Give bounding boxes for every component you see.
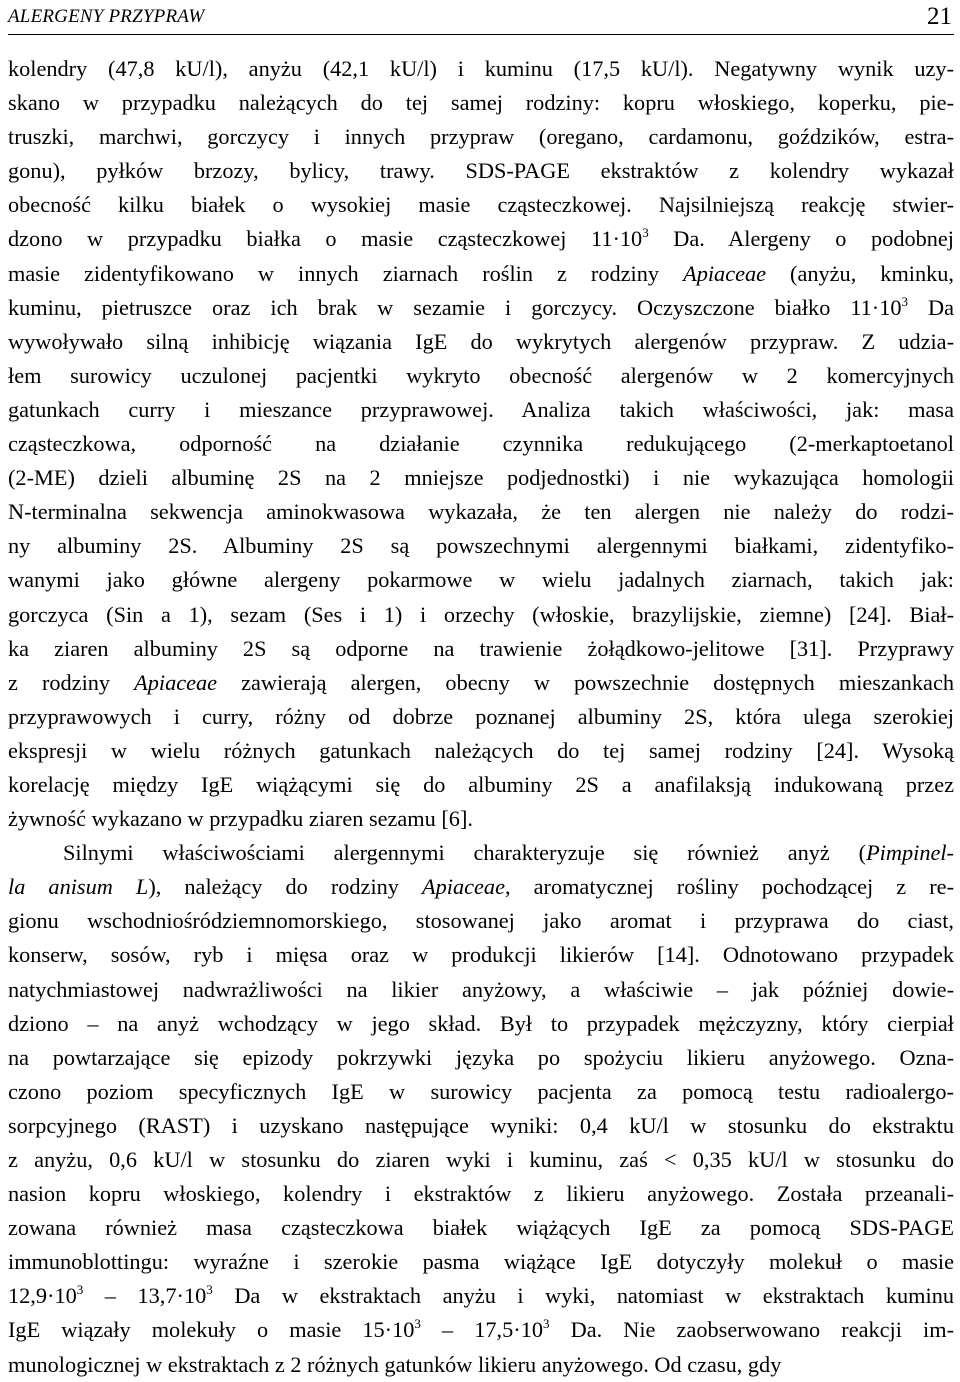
text-line: truszki, marchwi, gorczycy i innych przypraw (oregano, cardamonu, goździków, estra- — [8, 124, 954, 150]
text-line: obecność kilku białek o wysokiej masie cząsteczkowej. Najsilniejszą reakcję stwier- — [8, 192, 954, 218]
text-line: immunoblottingu: wyraźne i szerokie pasma wiążące IgE dotyczyły molekuł o masie — [8, 1249, 954, 1275]
text-line: la anisum L), należący do rodziny Apiaceae, aromatycznej rośliny pochodzącej z re- — [8, 874, 955, 900]
paragraph — [8, 836, 954, 1382]
text-line: gatunkach curry i mieszance przyprawowej. Analiza takich właściwości, jak: masa — [8, 396, 954, 422]
text-line: dziono – na anyż wchodzący w jego skład. Był to przypadek mężczyzny, który cierpiał — [8, 1010, 954, 1036]
text-line: przyprawowych i curry, różny od dobrze poznanej albuminy 2S, która ulega szerokiej — [8, 703, 954, 729]
page-header — [8, 4, 954, 35]
text-line: wanymi jako główne alergeny pokarmowe w wielu jadalnych ziarnach, takich jak: — [8, 567, 954, 593]
text-line: ny albuminy 2S. Albuminy 2S są powszechnymi alergennymi białkami, zidentyfiko- — [8, 533, 954, 559]
text-line: z rodziny Apiaceae zawierają alergen, obecny w powszechnie dostępnych mieszankach — [8, 669, 954, 695]
page-number: 21 — [927, 3, 952, 30]
paragraph — [8, 52, 954, 836]
text-line: zowana również masa cząsteczkowa białek wiążących IgE za pomocą SDS-PAGE — [8, 1215, 954, 1241]
text-line: ekspresji w wielu różnych gatunkach należących do tej samej rodziny [24]. Wysoką — [8, 737, 954, 763]
text-line: Silnymi właściwościami alergennymi charakteryzuje się również anyż (Pimpinel- — [63, 840, 954, 866]
text-line: cząsteczkowa, odporność na działanie czynnika redukującego (2-merkaptoetanol — [8, 431, 954, 457]
text-line: (2-ME) dzieli albuminę 2S na 2 mniejsze podjednostki) i nie wykazująca homologii — [8, 465, 954, 491]
text-line: gonu), pyłków brzozy, bylicy, trawy. SDS-PAGE ekstraktów z kolendry wykazał — [8, 158, 954, 184]
text-line: konserw, sosów, ryb i mięsa oraz w produkcji likierów [14]. Odnotowano przypadek — [8, 942, 954, 968]
text-line: na powtarzające się epizody pokrzywki języka po spożyciu likieru anyżowego. Ozna- — [8, 1044, 954, 1070]
text-line: z anyżu, 0,6 kU/l w stosunku do ziaren wyki i kuminu, zaś < 0,35 kU/l w stosunku do — [8, 1147, 954, 1172]
text-line: czono poziom specyficznych IgE w surowicy pacjenta za pomocą testu radioalergo- — [8, 1078, 954, 1104]
text-line: skano w przypadku należących do tej samej rodziny: kopru włoskiego, koperku, pie- — [8, 90, 954, 116]
running-title: ALERGENY PRZYPRAW — [8, 6, 205, 27]
text-line: korelację między IgE wiążącymi się do albuminy 2S a anafilaksją indukowaną przez — [8, 771, 954, 797]
text-line: gorczyca (Sin a 1), sezam (Ses i 1) i orzechy (włoskie, brazylijskie, ziemne) [24]. Biał- — [8, 601, 954, 627]
text-line: IgE wiązały molekuły o masie $15\cdot 10^3 - 17,5\cdot 10^3$ Da. Nie zaobserwowano reakcji im- — [8, 1316, 954, 1343]
text-line: N-terminalna sekwencja aminokwasowa wykazała, że ten alergen nie należy do rodzi- — [8, 499, 954, 525]
text-line: natychmiastowej nadwrażliwości na likier anyżowy, a właściwie – jak później dowie- — [8, 976, 954, 1002]
text-line: gionu wschodniośródziemnomorskiego, stosowanej jako aromat i przyprawa do ciast, — [8, 908, 954, 934]
text-line: nasion kopru włoskiego, kolendry i ekstraktów z likieru anyżowego. Została przeanali- — [8, 1181, 954, 1207]
text-line: wywoływało silną inhibicję wiązania IgE do wykrytych alergenów przypraw. Z udzia- — [8, 328, 954, 354]
body-text — [8, 52, 954, 1382]
text-line: kuminu, pietruszce oraz ich brak w sezamie i gorczycy. Oczyszczone białko $11\cdot 10^3$ Da — [8, 293, 954, 320]
text-line: dzono w przypadku białka o masie cząsteczkowej $11\cdot 10^3$ Da. Alergeny o podobnej — [8, 225, 954, 252]
text-line: żywność wykazano w przypadku ziaren sezamu [6]. — [8, 806, 473, 832]
text-line: munologicznej w ekstraktach z 2 różnych gatunków likieru anyżowego. Od czasu, gdy — [8, 1351, 782, 1377]
text-line: ka ziaren albuminy 2S są odporne na trawienie żołądkowo-jelitowe [31]. Przyprawy — [8, 635, 954, 661]
text-line: masie zidentyfikowano w innych ziarnach roślin z rodziny Apiaceae (anyżu, kminku, — [8, 260, 955, 286]
text-line: sorpcyjnego (RAST) i uzyskano następujące wyniki: 0,4 kU/l w stosunku do ekstraktu — [8, 1112, 954, 1138]
text-line: kolendry (47,8 kU/l), anyżu (42,1 kU/l) i kuminu (17,5 kU/l). Negatywny wynik uzy- — [8, 56, 954, 81]
text-line: $12,9\cdot 10^3 - 13,7\cdot 10^3$ Da w ekstraktach anyżu i wyki, natomiast w ekstraktach kuminu — [8, 1282, 955, 1309]
text-line: łem surowicy uczulonej pacjentki wykryto obecność alergenów w 2 komercyjnych — [8, 362, 954, 388]
